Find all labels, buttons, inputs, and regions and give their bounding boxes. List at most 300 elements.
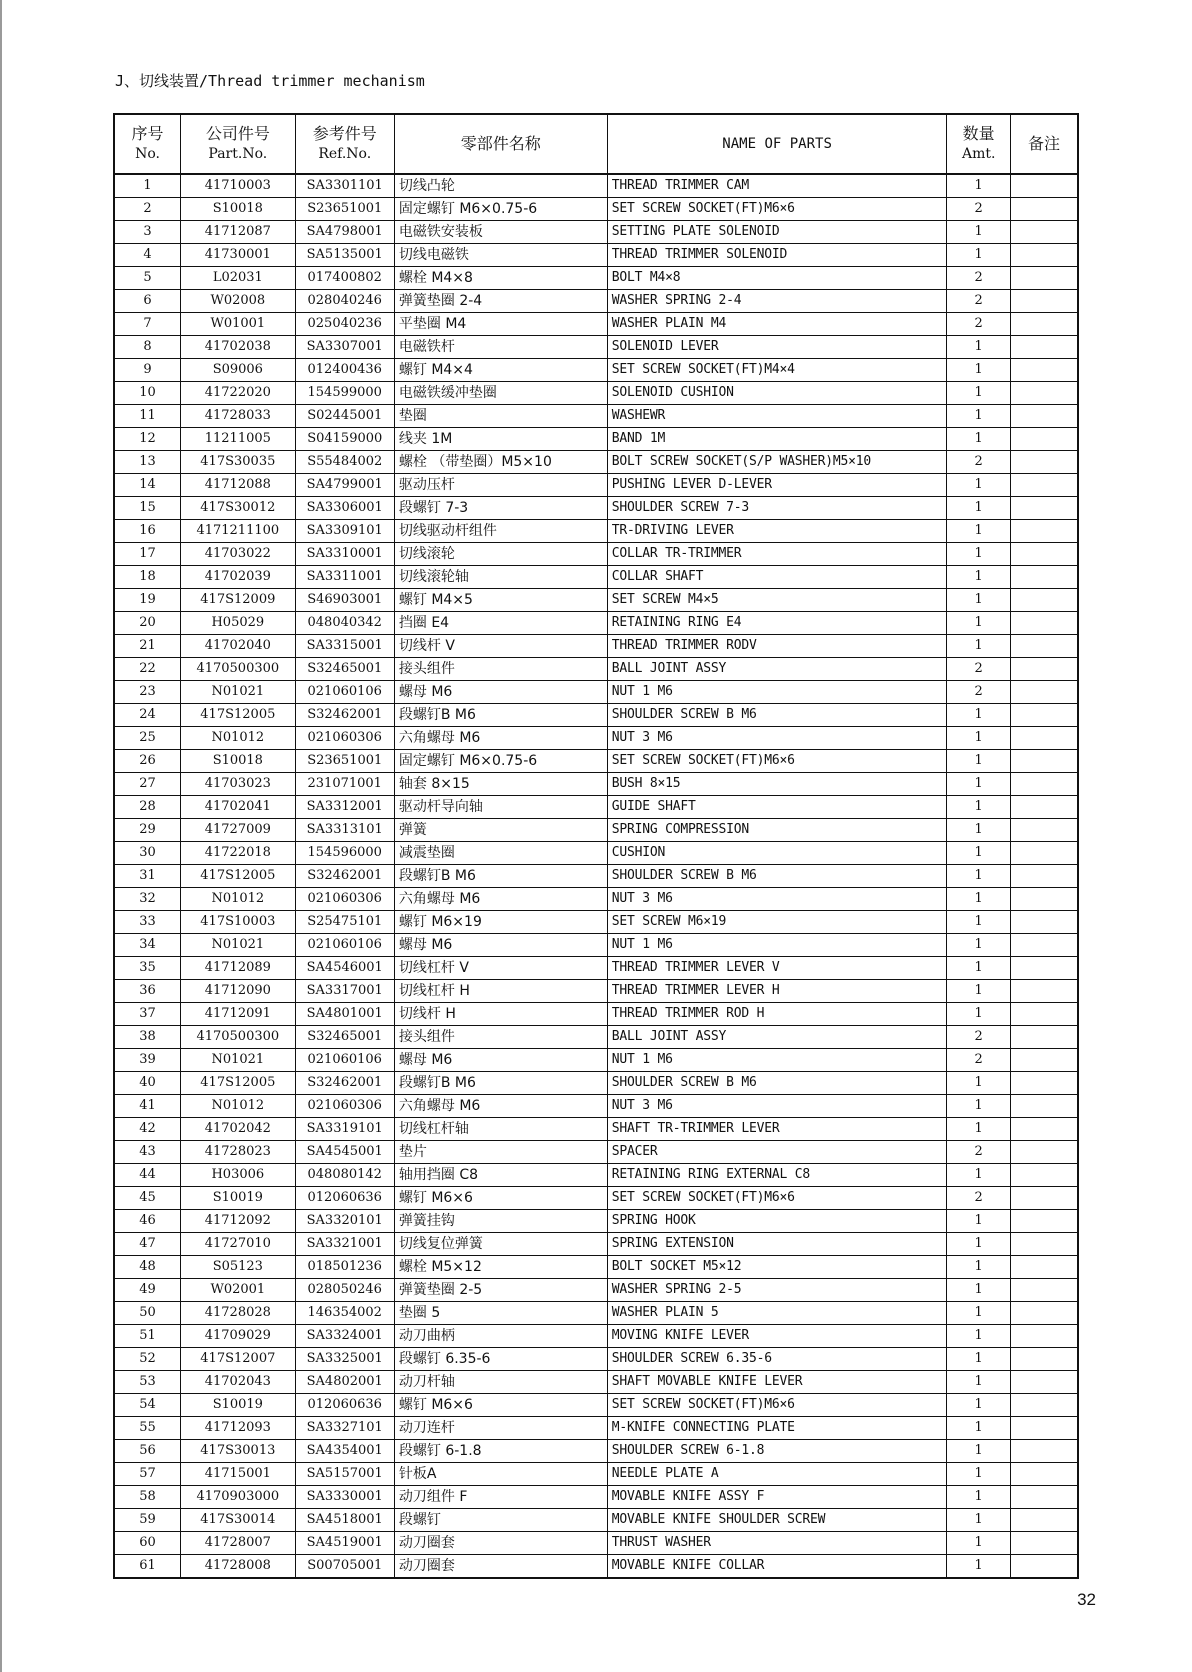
cell-no: 37	[114, 1003, 181, 1026]
header-part-en: Part.No.	[208, 146, 268, 162]
cell-remark	[1010, 1325, 1078, 1348]
cell-name-zh: 垫圈 5	[394, 1302, 607, 1325]
cell-amount: 1	[947, 1555, 1010, 1579]
cell-ref-no: SA5157001	[295, 1463, 394, 1486]
table-row	[114, 1509, 1078, 1532]
cell-remark	[1010, 796, 1078, 819]
table-row	[114, 1118, 1078, 1141]
cell-amount: 2	[947, 1026, 1010, 1049]
cell-remark	[1010, 267, 1078, 290]
cell-name-en: CUSHION	[607, 842, 947, 865]
cell-remark	[1010, 244, 1078, 267]
cell-name-en: THREAD TRIMMER LEVER V	[607, 957, 947, 980]
cell-amount: 1	[947, 865, 1010, 888]
cell-name-zh: 段螺钉B M6	[394, 1072, 607, 1095]
cell-remark	[1010, 1509, 1078, 1532]
cell-remark	[1010, 1555, 1078, 1579]
cell-remark	[1010, 497, 1078, 520]
cell-ref-no: 154596000	[295, 842, 394, 865]
table-row	[114, 359, 1078, 382]
cell-name-zh: 切线滚轮	[394, 543, 607, 566]
cell-remark	[1010, 198, 1078, 221]
cell-remark	[1010, 1371, 1078, 1394]
cell-amount: 2	[947, 658, 1010, 681]
cell-part-no: 41712090	[181, 980, 296, 1003]
cell-part-no: 417S12005	[181, 1072, 296, 1095]
cell-amount: 1	[947, 336, 1010, 359]
cell-remark	[1010, 1210, 1078, 1233]
cell-remark	[1010, 842, 1078, 865]
cell-ref-no: 021060106	[295, 681, 394, 704]
table-row	[114, 1256, 1078, 1279]
cell-ref-no: SA4519001	[295, 1532, 394, 1555]
cell-part-no: 41702039	[181, 566, 296, 589]
cell-part-no: 11211005	[181, 428, 296, 451]
cell-no: 1	[114, 174, 181, 198]
header-ref-zh: 参考件号	[312, 124, 377, 143]
cell-name-en: SHOULDER SCREW B M6	[607, 865, 947, 888]
cell-name-zh: 线夹 1M	[394, 428, 607, 451]
cell-part-no: N01021	[181, 681, 296, 704]
cell-no: 6	[114, 290, 181, 313]
cell-name-en: SOLENOID LEVER	[607, 336, 947, 359]
cell-part-no: 4170500300	[181, 1026, 296, 1049]
cell-name-zh: 弹簧挂钩	[394, 1210, 607, 1233]
cell-ref-no: SA3324001	[295, 1325, 394, 1348]
cell-amount: 1	[947, 1348, 1010, 1371]
cell-name-zh: 螺钉 M4×4	[394, 359, 607, 382]
cell-name-zh: 六角螺母 M6	[394, 1095, 607, 1118]
cell-ref-no: S04159000	[295, 428, 394, 451]
cell-ref-no: SA4546001	[295, 957, 394, 980]
cell-amount: 1	[947, 612, 1010, 635]
cell-name-en: BUSH 8×15	[607, 773, 947, 796]
cell-amount: 1	[947, 1394, 1010, 1417]
cell-no: 46	[114, 1210, 181, 1233]
cell-no: 34	[114, 934, 181, 957]
cell-no: 35	[114, 957, 181, 980]
cell-remark	[1010, 1095, 1078, 1118]
cell-ref-no: S02445001	[295, 405, 394, 428]
cell-ref-no: S55484002	[295, 451, 394, 474]
table-row	[114, 244, 1078, 267]
cell-part-no: 41712092	[181, 1210, 296, 1233]
table-row	[114, 612, 1078, 635]
table-row	[114, 1164, 1078, 1187]
table-row	[114, 382, 1078, 405]
cell-amount: 1	[947, 1118, 1010, 1141]
cell-amount: 1	[947, 1164, 1010, 1187]
cell-no: 18	[114, 566, 181, 589]
cell-name-en: SHOULDER SCREW B M6	[607, 1072, 947, 1095]
cell-name-en: WASHER SPRING 2-5	[607, 1279, 947, 1302]
cell-amount: 1	[947, 750, 1010, 773]
cell-no: 45	[114, 1187, 181, 1210]
cell-remark	[1010, 658, 1078, 681]
cell-remark	[1010, 1440, 1078, 1463]
cell-amount: 1	[947, 428, 1010, 451]
header-amt-zh: 数量	[962, 124, 995, 143]
cell-part-no: 41702043	[181, 1371, 296, 1394]
cell-remark	[1010, 313, 1078, 336]
table-row	[114, 1095, 1078, 1118]
cell-amount: 1	[947, 1302, 1010, 1325]
cell-name-zh: 动刀连杆	[394, 1417, 607, 1440]
cell-name-zh: 切线复位弹簧	[394, 1233, 607, 1256]
cell-no: 15	[114, 497, 181, 520]
cell-name-en: THREAD TRIMMER LEVER H	[607, 980, 947, 1003]
cell-ref-no: 025040236	[295, 313, 394, 336]
cell-name-zh: 段螺钉B M6	[394, 865, 607, 888]
table-row	[114, 727, 1078, 750]
cell-name-en: NUT 1 M6	[607, 934, 947, 957]
cell-ref-no: 028050246	[295, 1279, 394, 1302]
cell-name-en: SPRING HOOK	[607, 1210, 947, 1233]
table-header	[114, 114, 1078, 174]
cell-no: 10	[114, 382, 181, 405]
table-row	[114, 1463, 1078, 1486]
cell-part-no: 41728008	[181, 1555, 296, 1579]
cell-no: 60	[114, 1532, 181, 1555]
cell-remark	[1010, 1233, 1078, 1256]
cell-name-en: WASHER SPRING 2-4	[607, 290, 947, 313]
table-row	[114, 290, 1078, 313]
cell-name-en: NUT 3 M6	[607, 888, 947, 911]
cell-name-zh: 段螺钉 6.35-6	[394, 1348, 607, 1371]
cell-no: 5	[114, 267, 181, 290]
cell-name-en: SHOULDER SCREW 6.35-6	[607, 1348, 947, 1371]
cell-ref-no: SA3309101	[295, 520, 394, 543]
cell-remark	[1010, 221, 1078, 244]
cell-name-zh: 切线电磁铁	[394, 244, 607, 267]
cell-ref-no: SA3327101	[295, 1417, 394, 1440]
cell-amount: 1	[947, 980, 1010, 1003]
table-row	[114, 1026, 1078, 1049]
cell-name-zh: 弹簧	[394, 819, 607, 842]
cell-name-en: BOLT SCREW SOCKET(S/P WASHER)M5×10	[607, 451, 947, 474]
cell-amount: 1	[947, 1440, 1010, 1463]
cell-remark	[1010, 750, 1078, 773]
table-row	[114, 543, 1078, 566]
cell-amount: 1	[947, 1463, 1010, 1486]
cell-name-en: SHOULDER SCREW 7-3	[607, 497, 947, 520]
cell-name-zh: 减震垫圈	[394, 842, 607, 865]
cell-name-zh: 螺钉 M6×6	[394, 1187, 607, 1210]
table-row	[114, 750, 1078, 773]
cell-name-zh: 电磁铁缓冲垫圈	[394, 382, 607, 405]
cell-ref-no: S32462001	[295, 704, 394, 727]
cell-part-no: 4171211100	[181, 520, 296, 543]
cell-ref-no: SA3320101	[295, 1210, 394, 1233]
table-row	[114, 566, 1078, 589]
cell-part-no: W02008	[181, 290, 296, 313]
cell-amount: 1	[947, 405, 1010, 428]
cell-part-no: 41712087	[181, 221, 296, 244]
cell-part-no: 41703023	[181, 773, 296, 796]
cell-name-en: MOVABLE KNIFE SHOULDER SCREW	[607, 1509, 947, 1532]
cell-remark	[1010, 1302, 1078, 1325]
cell-part-no: S05123	[181, 1256, 296, 1279]
cell-part-no: 417S10003	[181, 911, 296, 934]
cell-remark	[1010, 704, 1078, 727]
cell-no: 32	[114, 888, 181, 911]
cell-ref-no: SA4801001	[295, 1003, 394, 1026]
cell-ref-no: 146354002	[295, 1302, 394, 1325]
cell-amount: 1	[947, 1486, 1010, 1509]
table-row	[114, 980, 1078, 1003]
cell-amount: 1	[947, 934, 1010, 957]
cell-ref-no: SA4802001	[295, 1371, 394, 1394]
cell-remark	[1010, 612, 1078, 635]
cell-name-en: GUIDE SHAFT	[607, 796, 947, 819]
table-row	[114, 497, 1078, 520]
cell-remark	[1010, 773, 1078, 796]
cell-no: 29	[114, 819, 181, 842]
cell-no: 24	[114, 704, 181, 727]
cell-part-no: 41728023	[181, 1141, 296, 1164]
cell-name-zh: 切线驱动杆组件	[394, 520, 607, 543]
table-row	[114, 1233, 1078, 1256]
cell-name-en: SHOULDER SCREW 6-1.8	[607, 1440, 947, 1463]
cell-no: 39	[114, 1049, 181, 1072]
table-row	[114, 1532, 1078, 1555]
table-row	[114, 934, 1078, 957]
cell-name-en: SET SCREW SOCKET(FT)M6×6	[607, 198, 947, 221]
cell-name-en: NUT 1 M6	[607, 681, 947, 704]
cell-name-zh: 切线凸轮	[394, 174, 607, 198]
cell-amount: 1	[947, 174, 1010, 198]
cell-amount: 1	[947, 359, 1010, 382]
table-row	[114, 520, 1078, 543]
cell-part-no: 4170903000	[181, 1486, 296, 1509]
cell-name-en: WASHER PLAIN 5	[607, 1302, 947, 1325]
cell-part-no: 41730001	[181, 244, 296, 267]
cell-name-en: BALL JOINT ASSY	[607, 658, 947, 681]
cell-ref-no: 048080142	[295, 1164, 394, 1187]
table-row	[114, 1187, 1078, 1210]
cell-amount: 2	[947, 451, 1010, 474]
cell-ref-no: SA3317001	[295, 980, 394, 1003]
table-row	[114, 658, 1078, 681]
cell-name-en: SOLENOID CUSHION	[607, 382, 947, 405]
cell-ref-no: SA3310001	[295, 543, 394, 566]
cell-no: 20	[114, 612, 181, 635]
cell-ref-no: SA4798001	[295, 221, 394, 244]
table-row	[114, 1440, 1078, 1463]
cell-name-zh: 螺母 M6	[394, 934, 607, 957]
cell-ref-no: SA3301101	[295, 174, 394, 198]
cell-amount: 1	[947, 1072, 1010, 1095]
header-row	[114, 114, 1078, 174]
cell-no: 40	[114, 1072, 181, 1095]
cell-no: 36	[114, 980, 181, 1003]
cell-remark	[1010, 1256, 1078, 1279]
cell-part-no: 4170500300	[181, 658, 296, 681]
cell-part-no: 41702041	[181, 796, 296, 819]
cell-ref-no: SA3315001	[295, 635, 394, 658]
table-row	[114, 1302, 1078, 1325]
table-row	[114, 819, 1078, 842]
cell-name-zh: 螺钉 M6×19	[394, 911, 607, 934]
cell-remark	[1010, 1394, 1078, 1417]
cell-no: 17	[114, 543, 181, 566]
header-part-no	[181, 114, 296, 174]
cell-amount: 1	[947, 474, 1010, 497]
cell-name-en: WASHEWR	[607, 405, 947, 428]
cell-name-en: MOVABLE KNIFE COLLAR	[607, 1555, 947, 1579]
cell-part-no: 41702038	[181, 336, 296, 359]
cell-remark	[1010, 865, 1078, 888]
table-row	[114, 267, 1078, 290]
table-row	[114, 1371, 1078, 1394]
cell-remark	[1010, 934, 1078, 957]
cell-name-zh: 固定螺钉 M6×0.75-6	[394, 198, 607, 221]
cell-part-no: 417S12005	[181, 704, 296, 727]
cell-remark	[1010, 911, 1078, 934]
cell-ref-no: 231071001	[295, 773, 394, 796]
cell-name-zh: 固定螺钉 M6×0.75-6	[394, 750, 607, 773]
cell-remark	[1010, 174, 1078, 198]
table-row	[114, 635, 1078, 658]
cell-no: 56	[114, 1440, 181, 1463]
cell-no: 13	[114, 451, 181, 474]
cell-no: 52	[114, 1348, 181, 1371]
cell-name-zh: 六角螺母 M6	[394, 727, 607, 750]
table-row	[114, 796, 1078, 819]
table-row	[114, 1141, 1078, 1164]
cell-name-en: SET SCREW SOCKET(FT)M6×6	[607, 1394, 947, 1417]
cell-no: 3	[114, 221, 181, 244]
cell-name-en: THREAD TRIMMER RODV	[607, 635, 947, 658]
cell-amount: 1	[947, 1509, 1010, 1532]
cell-name-zh: 垫圈	[394, 405, 607, 428]
cell-name-zh: 段螺钉	[394, 1509, 607, 1532]
cell-ref-no: SA3325001	[295, 1348, 394, 1371]
cell-no: 30	[114, 842, 181, 865]
cell-remark	[1010, 1463, 1078, 1486]
cell-amount: 1	[947, 1210, 1010, 1233]
cell-name-en: BOLT M4×8	[607, 267, 947, 290]
cell-part-no: 41715001	[181, 1463, 296, 1486]
cell-name-zh: 切线杆 V	[394, 635, 607, 658]
cell-no: 55	[114, 1417, 181, 1440]
cell-ref-no: SA3319101	[295, 1118, 394, 1141]
cell-part-no: N01021	[181, 934, 296, 957]
cell-remark	[1010, 980, 1078, 1003]
cell-name-en: NEEDLE PLATE A	[607, 1463, 947, 1486]
cell-name-en: COLLAR TR-TRIMMER	[607, 543, 947, 566]
table-row	[114, 704, 1078, 727]
cell-part-no: W02001	[181, 1279, 296, 1302]
cell-no: 22	[114, 658, 181, 681]
header-amt-en: Amt.	[961, 146, 996, 162]
cell-name-zh: 接头组件	[394, 658, 607, 681]
cell-part-no: H05029	[181, 612, 296, 635]
cell-no: 7	[114, 313, 181, 336]
cell-ref-no: 028040246	[295, 290, 394, 313]
header-remark-zh: 备注	[1027, 134, 1060, 153]
cell-name-en: NUT 1 M6	[607, 1049, 947, 1072]
table-row	[114, 405, 1078, 428]
cell-name-en: NUT 3 M6	[607, 1095, 947, 1118]
cell-amount: 1	[947, 221, 1010, 244]
cell-name-zh: 动刀组件 F	[394, 1486, 607, 1509]
header-ref-en: Ref.No.	[318, 146, 372, 162]
cell-name-en: SET SCREW SOCKET(FT)M4×4	[607, 359, 947, 382]
cell-part-no: N01021	[181, 1049, 296, 1072]
cell-name-zh: 螺栓 M5×12	[394, 1256, 607, 1279]
table-row	[114, 1325, 1078, 1348]
cell-part-no: 417S30035	[181, 451, 296, 474]
cell-remark	[1010, 1486, 1078, 1509]
cell-name-zh: 动刀圈套	[394, 1555, 607, 1579]
cell-name-zh: 切线杠杆轴	[394, 1118, 607, 1141]
cell-no: 44	[114, 1164, 181, 1187]
cell-ref-no: 048040342	[295, 612, 394, 635]
cell-name-en: TR-DRIVING LEVER	[607, 520, 947, 543]
cell-part-no: 41702042	[181, 1118, 296, 1141]
cell-part-no: 41710003	[181, 174, 296, 198]
header-amount	[947, 114, 1010, 174]
cell-ref-no: 021060306	[295, 1095, 394, 1118]
cell-remark	[1010, 589, 1078, 612]
cell-remark	[1010, 1003, 1078, 1026]
cell-amount: 2	[947, 267, 1010, 290]
cell-ref-no: S25475101	[295, 911, 394, 934]
cell-no: 14	[114, 474, 181, 497]
cell-remark	[1010, 382, 1078, 405]
cell-name-zh: 切线杠杆 H	[394, 980, 607, 1003]
cell-ref-no: S32462001	[295, 865, 394, 888]
cell-part-no: S10019	[181, 1394, 296, 1417]
cell-part-no: 41728028	[181, 1302, 296, 1325]
cell-name-en: SPRING EXTENSION	[607, 1233, 947, 1256]
cell-amount: 2	[947, 313, 1010, 336]
cell-name-zh: 螺钉 M6×6	[394, 1394, 607, 1417]
cell-name-zh: 段螺钉B M6	[394, 704, 607, 727]
cell-amount: 1	[947, 1417, 1010, 1440]
cell-amount: 1	[947, 1003, 1010, 1026]
header-part-zh: 公司件号	[205, 124, 270, 143]
cell-name-zh: 段螺钉 7-3	[394, 497, 607, 520]
cell-part-no: W01001	[181, 313, 296, 336]
cell-part-no: S10019	[181, 1187, 296, 1210]
cell-name-en: SET SCREW SOCKET(FT)M6×6	[607, 1187, 947, 1210]
cell-ref-no: S32465001	[295, 1026, 394, 1049]
cell-part-no: 417S30013	[181, 1440, 296, 1463]
cell-no: 59	[114, 1509, 181, 1532]
cell-remark	[1010, 957, 1078, 980]
cell-amount: 1	[947, 1095, 1010, 1118]
table-row	[114, 1486, 1078, 1509]
cell-ref-no: SA4799001	[295, 474, 394, 497]
cell-name-en: PUSHING LEVER D-LEVER	[607, 474, 947, 497]
cell-amount: 1	[947, 1233, 1010, 1256]
cell-remark	[1010, 566, 1078, 589]
cell-remark	[1010, 1118, 1078, 1141]
cell-name-zh: 垫片	[394, 1141, 607, 1164]
table-row	[114, 1049, 1078, 1072]
cell-ref-no: S00705001	[295, 1555, 394, 1579]
cell-ref-no: 017400802	[295, 267, 394, 290]
cell-part-no: N01012	[181, 888, 296, 911]
cell-remark	[1010, 520, 1078, 543]
cell-amount: 1	[947, 773, 1010, 796]
cell-name-en: THREAD TRIMMER CAM	[607, 174, 947, 198]
cell-amount: 1	[947, 704, 1010, 727]
cell-ref-no: SA4354001	[295, 1440, 394, 1463]
cell-name-zh: 驱动压杆	[394, 474, 607, 497]
